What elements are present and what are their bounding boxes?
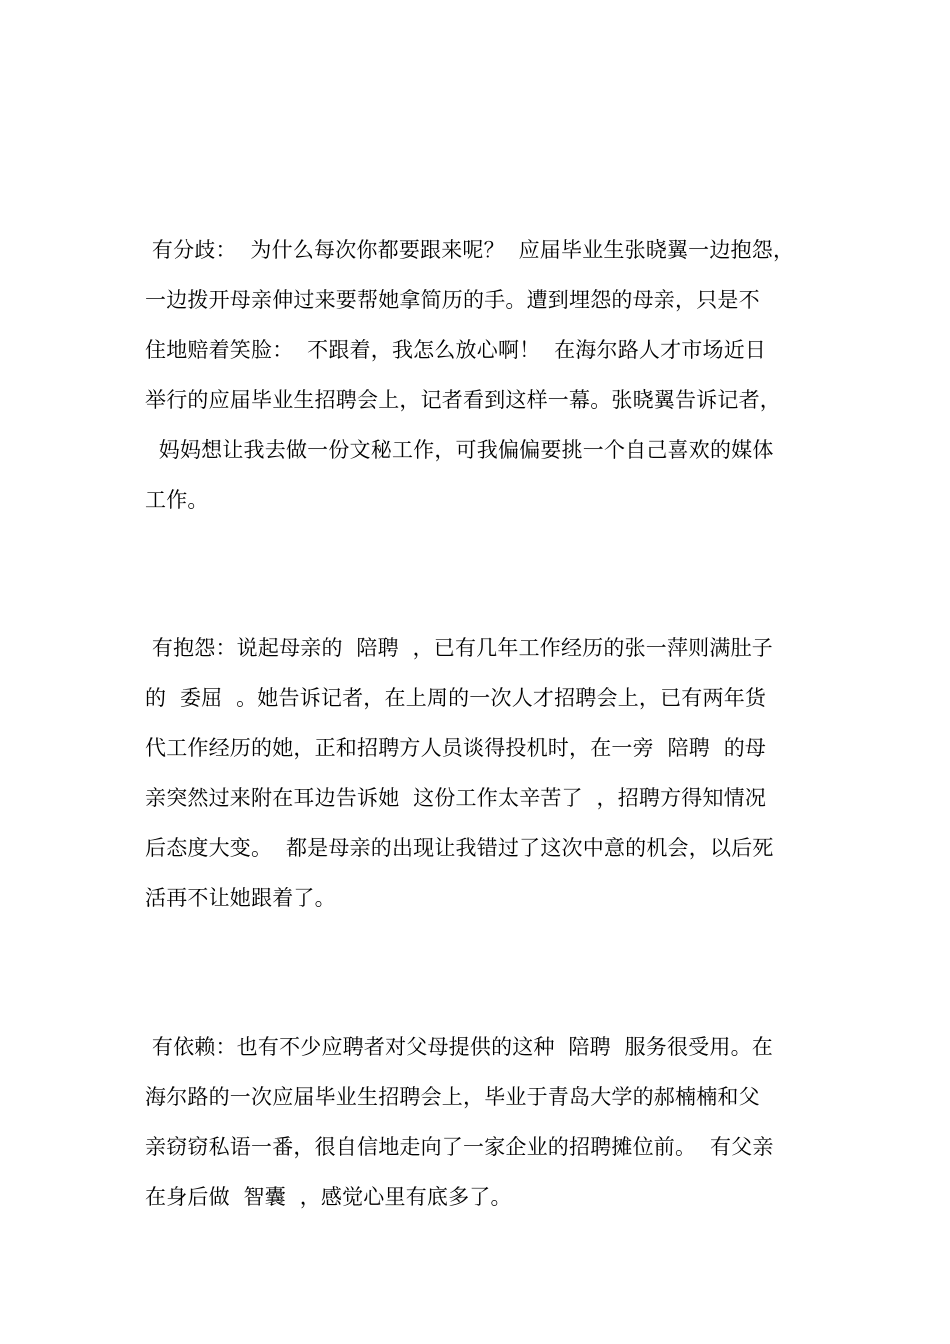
text-line: 有抱怨：说起母亲的 陪聘 ，已有几年工作经历的张一萍则满肚子 xyxy=(145,636,773,660)
paragraph-complaint xyxy=(145,623,815,923)
text-line: 有依赖：也有不少应聘者对父母提供的这种 陪聘 服务很受用。在 xyxy=(145,1035,773,1059)
text-line: 一边拨开母亲伸过来要帮她拿简历的手。遭到埋怨的母亲，只是不 xyxy=(145,288,760,312)
text-line: 工作。 xyxy=(145,488,209,512)
text-line: 代工作经历的她，正和招聘方人员谈得投机时，在一旁 陪聘 的母 xyxy=(145,736,767,760)
text-line: 亲窃窃私语一番，很自信地走向了一家企业的招聘摊位前。 有父亲 xyxy=(145,1135,774,1159)
text-line: 亲突然过来附在耳边告诉她 这份工作太辛苦了 ，招聘方得知情况 xyxy=(145,786,767,810)
text-line: 海尔路的一次应届毕业生招聘会上，毕业于青岛大学的郝楠楠和父 xyxy=(145,1085,760,1109)
text-line: 妈妈想让我去做一份文秘工作，可我偏偏要挑一个自己喜欢的媒体 xyxy=(145,438,774,462)
text-line: 活再不让她跟着了。 xyxy=(145,886,336,910)
paragraph-reliance xyxy=(145,1022,815,1222)
text-line: 后态度大变。 都是母亲的出现让我错过了这次中意的机会，以后死 xyxy=(145,836,774,860)
paragraph-disagreement xyxy=(145,225,815,525)
text-line: 举行的应届毕业生招聘会上，记者看到这样一幕。张晓翼告诉记者， xyxy=(145,388,781,412)
text-line: 在身后做 智囊 ，感觉心里有底多了。 xyxy=(145,1185,512,1209)
text-line: 的 委屈 。她告诉记者，在上周的一次人才招聘会上，已有两年货 xyxy=(145,686,767,710)
text-line: 有分歧： 为什么每次你都要跟来呢？ 应届毕业生张晓翼一边抱怨， xyxy=(145,238,795,262)
text-line: 住地赔着笑脸： 不跟着，我怎么放心啊！ 在海尔路人才市场近日 xyxy=(145,338,767,362)
